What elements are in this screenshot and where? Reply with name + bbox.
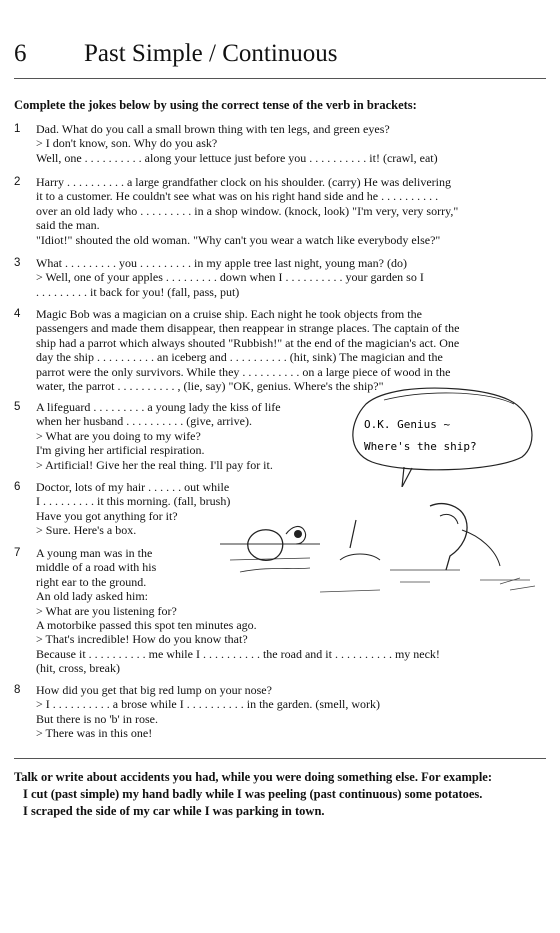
exercise-line: Doctor, lots of my hair . . . . . . out while	[36, 480, 230, 494]
exercise-line: > Sure. Here's a box.	[36, 523, 137, 538]
exercise-line: > That's incredible! How do you know that?	[36, 632, 248, 647]
exercise-line: Well, one . . . . . . . . . . along your lettuce just before you . . . . . . . . . . it! (crawl, eat)	[36, 150, 438, 165]
exercise-5	[14, 400, 344, 472]
exercise-line: Because it . . . . . . . . . . me while I . . . . . . . . . . the road and it . . . . . . . . . . my neck!	[36, 646, 440, 661]
exercise-line: What . . . . . . . . . you . . . . . . . . . in my apple tree last night, young man? (do)	[36, 256, 407, 270]
bubble-line-2: Where's the ship?	[364, 440, 477, 453]
exercise-line: > Well, one of your apples . . . . . . . . . down when I . . . . . . . . . . your garden so I	[36, 270, 424, 285]
instructions: Complete the jokes below by using the correct tense of the verb in brackets:	[14, 98, 417, 112]
exercise-number: 7	[14, 547, 21, 559]
footer-example-1: I cut (past simple) my hand badly while I was peeling (past continuous) some potatoes.	[23, 787, 483, 801]
exercise-line: A young man was in the	[36, 546, 153, 560]
exercise-line: said the man.	[36, 218, 100, 233]
exercise-line: middle of a road with his	[36, 560, 157, 575]
exercise-line: > Artificial! Give her the real thing. I'll pay for it.	[36, 457, 273, 472]
exercise-line: . . . . . . . . . it back for you! (fall, pass, put)	[36, 284, 240, 299]
footer-task	[14, 769, 546, 820]
bubble-line-1: O.K. Genius ~	[364, 418, 451, 431]
exercise-2	[14, 175, 534, 247]
exercise-number: 4	[14, 308, 21, 320]
speech-bubble-illustration	[344, 382, 534, 487]
exercise-line: Have you got anything for it?	[36, 508, 178, 523]
exercise-line: I'm giving her artificial respiration.	[36, 443, 205, 458]
exercise-line: Harry . . . . . . . . . . a large grandfather clock on his shoulder. (carry) He was delivering	[36, 175, 451, 189]
exercise-line: (hit, cross, break)	[36, 661, 120, 676]
page-title	[14, 40, 338, 68]
exercise-line: passengers and made them disappear, then reappear in strange places. The captain of the	[36, 321, 460, 336]
exercise-number: 5	[14, 401, 21, 413]
exercise-line: when her husband . . . . . . . . . . (give, arrive).	[36, 414, 252, 429]
exercise-line: ship had a parrot which always shouted "Rubbish!" at the end of the magician's act. One	[36, 335, 460, 350]
exercise-line: it to a customer. He couldn't see what was on his right hand side and he . . . . . . . . . .	[36, 189, 439, 204]
exercise-line: A motorbike passed this spot ten minutes ago.	[36, 618, 257, 633]
exercise-number: 8	[14, 684, 21, 696]
exercise-line: Dad. What do you call a small brown thing with ten legs, and green eyes?	[36, 122, 390, 136]
exercise-4	[14, 307, 534, 393]
exercise-line: parrot were the only survivors. While they . . . . . . . . . . on a large piece of wood in the	[36, 364, 451, 379]
exercise-line: An old lady asked him:	[36, 589, 148, 604]
exercise-number: 2	[14, 176, 21, 188]
exercise-number: 1	[14, 123, 21, 135]
footer-rule	[14, 758, 546, 759]
exercise-line: But there is no 'b' in rose.	[36, 711, 158, 726]
exercise-line: A lifeguard . . . . . . . . . a young lady the kiss of life	[36, 400, 281, 414]
exercise-line: Magic Bob was a magician on a cruise ship. Each night he took objects from the	[36, 307, 422, 321]
exercise-line: "Idiot!" shouted the old woman. "Why can't you wear a watch like everybody else?"	[36, 232, 441, 247]
exercise-line: I . . . . . . . . . it this morning. (fall, brush)	[36, 494, 231, 509]
unit-title: Past Simple / Continuous	[84, 40, 338, 67]
exercise-8	[14, 683, 534, 741]
exercise-line: water, the parrot . . . . . . . . . . , (lie, say) "OK, genius. Where's the ship?"	[36, 379, 384, 394]
exercise-line: right ear to the ground.	[36, 574, 147, 589]
exercise-line: > I . . . . . . . . . . a brose while I . . . . . . . . . . in the garden. (smell, work)	[36, 697, 381, 712]
exercise-line: > I don't know, son. Why do you ask?	[36, 136, 218, 151]
exercise-3	[14, 256, 534, 299]
exercise-1	[14, 122, 534, 165]
exercise-line: > There was in this one!	[36, 726, 153, 741]
exercise-line: over an old lady who . . . . . . . . . in a shop window. (knock, look) "I'm very, very sorry,"	[36, 203, 459, 218]
unit-number: 6	[14, 40, 27, 67]
title-rule	[14, 78, 546, 79]
exercise-line: day the ship . . . . . . . . . . an iceberg and . . . . . . . . . . (hit, sink) The magician and the	[36, 350, 443, 365]
exercise-line: > What are you doing to my wife?	[36, 428, 201, 443]
exercise-line: How did you get that big red lump on your nose?	[36, 683, 272, 697]
footer-example-2: I scraped the side of my car while I was parking in town.	[23, 804, 325, 818]
exercise-number: 3	[14, 257, 21, 269]
road-sketch-illustration	[200, 500, 546, 610]
exercise-line: > What are you listening for?	[36, 603, 177, 618]
footer-prompt: Talk or write about accidents you had, while you were doing something else. For example:	[14, 770, 493, 784]
exercise-number: 6	[14, 481, 21, 493]
